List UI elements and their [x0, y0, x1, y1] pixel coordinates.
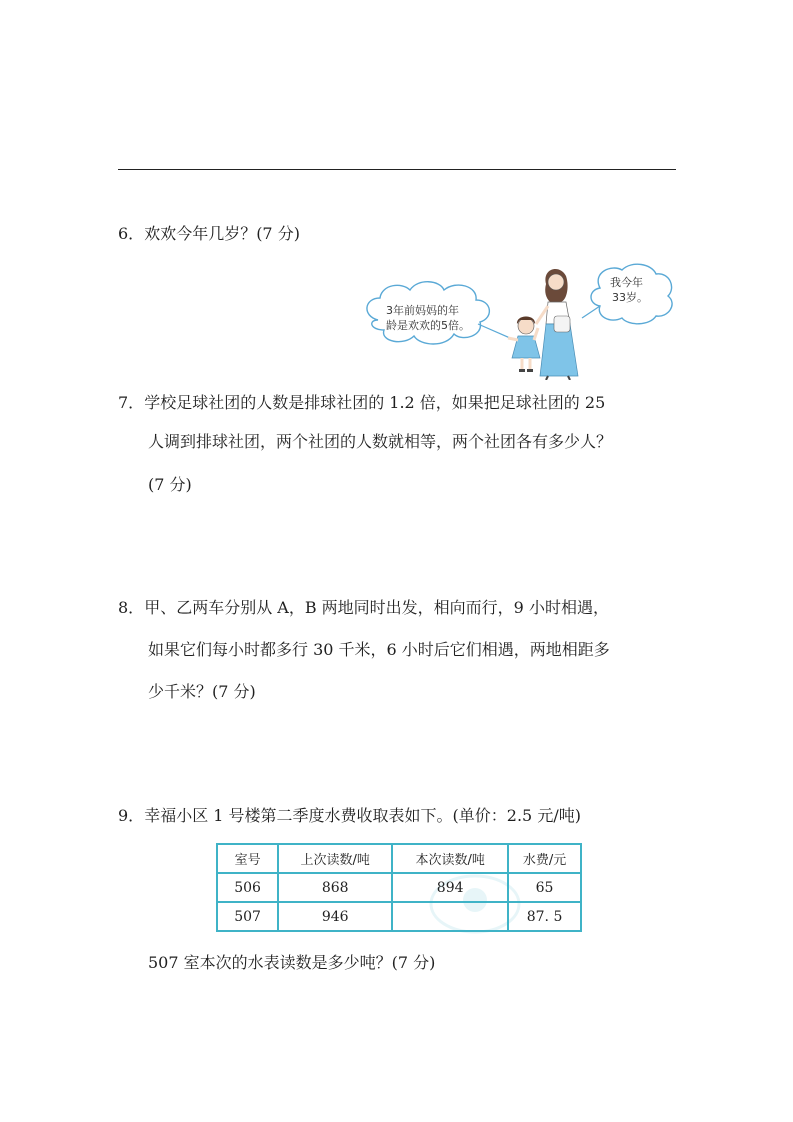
cell-fee: 87. 5 — [508, 902, 581, 931]
question-9-subquestion: 507 室本次的水表读数是多少吨？(7 分) — [148, 953, 436, 972]
table-row — [217, 902, 581, 931]
header-water-fee: 水费/元 — [508, 844, 581, 873]
cell-fee: 65 — [508, 873, 581, 902]
cell-current — [392, 902, 508, 931]
header-current-reading: 本次读数/吨 — [392, 844, 508, 873]
header-previous-reading: 上次读数/吨 — [278, 844, 392, 873]
cell-previous: 868 — [278, 873, 392, 902]
question-number: 9． — [118, 806, 145, 825]
left-bubble-line1: 3年前妈妈的年 — [386, 304, 459, 317]
question-number: 7． — [118, 393, 145, 412]
question-7-line3: (7 分) — [148, 475, 192, 494]
question-number: 6． — [118, 224, 145, 243]
question-text-line1: 学校足球社团的人数是排球社团的 1.2 倍，如果把足球社团的 25 — [144, 393, 606, 412]
mother-figure — [536, 269, 578, 380]
header-room-number: 室号 — [217, 844, 278, 873]
question-6 — [118, 224, 300, 244]
header-rule — [118, 169, 676, 170]
question-number: 8． — [118, 598, 145, 617]
cell-room: 506 — [217, 873, 278, 902]
question-text: 欢欢今年几岁？(7 分) — [144, 224, 300, 243]
left-bubble-line2: 龄是欢欢的5倍。 — [386, 319, 470, 332]
mother-daughter-illustration — [360, 258, 680, 380]
question-8 — [118, 598, 609, 618]
water-fee-table — [216, 843, 582, 932]
cell-previous: 946 — [278, 902, 392, 931]
cell-current: 894 — [392, 873, 508, 902]
table-header-row — [217, 844, 581, 873]
left-speech-cloud — [367, 282, 510, 344]
question-7-line2: 人调到排球社团，两个社团的人数就相等，两个社团各有多少人？ — [148, 432, 613, 451]
question-7 — [118, 393, 605, 413]
question-text: 幸福小区 1 号楼第二季度水费收取表如下。(单价：2.5 元/吨) — [144, 806, 581, 825]
question-9 — [118, 806, 581, 826]
question-8-line3: 少千米？(7 分) — [148, 682, 256, 701]
table-row — [217, 873, 581, 902]
question-text-line1: 甲、乙两车分别从 A，B 两地同时出发，相向而行，9 小时相遇， — [144, 598, 609, 617]
right-bubble-line2: 33岁。 — [612, 291, 648, 304]
right-speech-cloud — [582, 264, 672, 324]
girl-figure — [508, 317, 540, 373]
question-8-line2: 如果它们每小时都多行 30 千米，6 小时后它们相遇，两地相距多 — [148, 640, 610, 659]
cell-room: 507 — [217, 902, 278, 931]
right-bubble-line1: 我今年 — [610, 276, 643, 289]
